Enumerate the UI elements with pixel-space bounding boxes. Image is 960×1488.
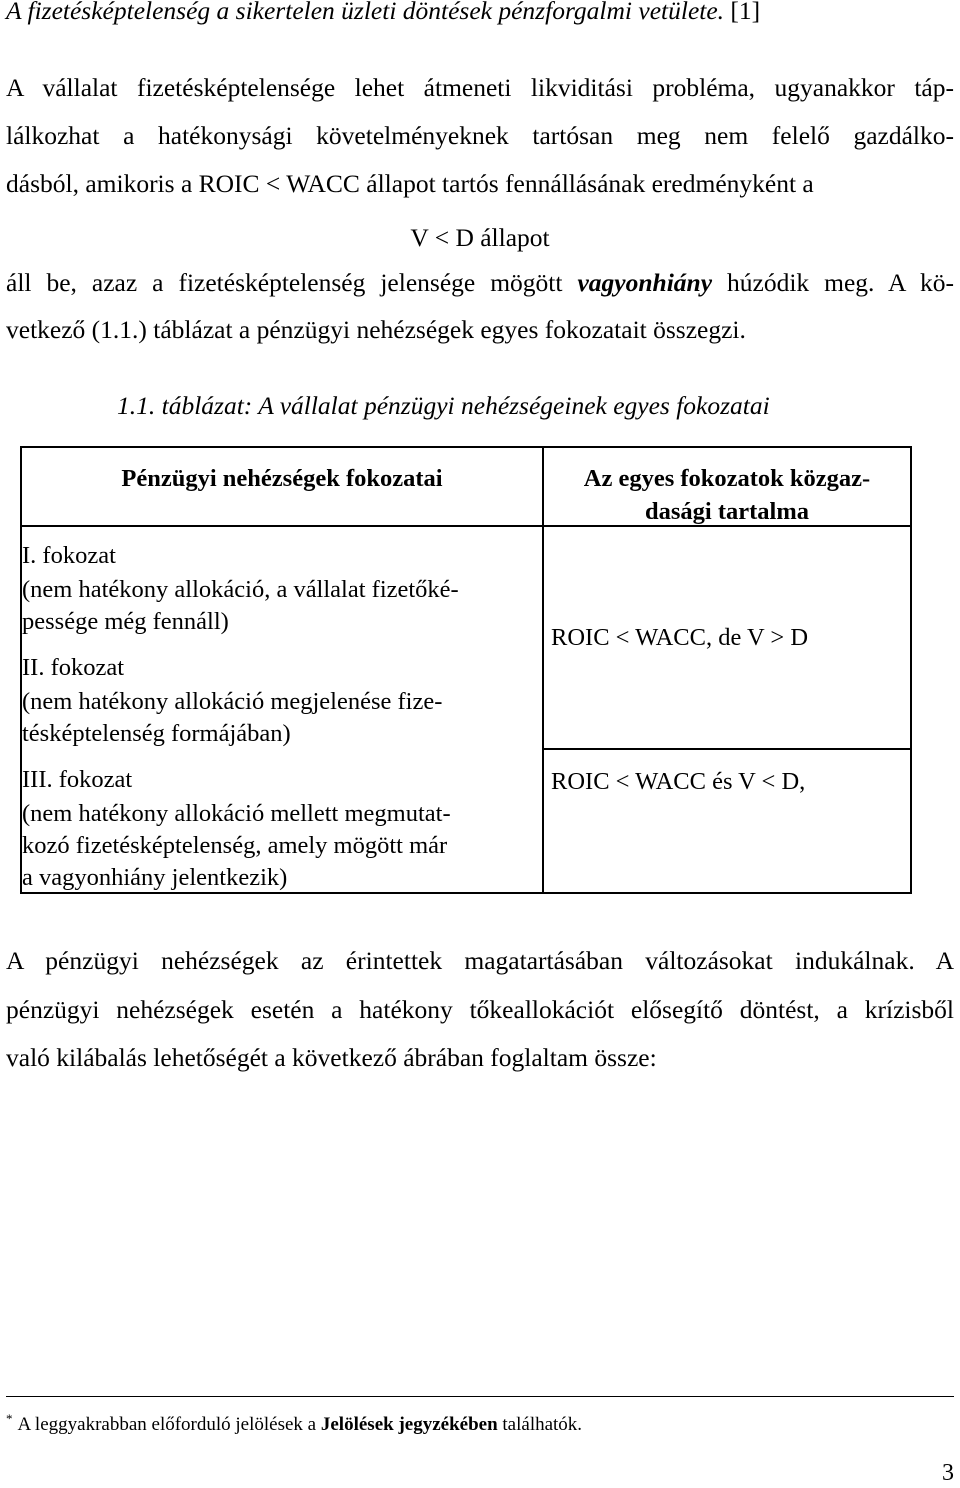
formula-line: V < D állapot bbox=[410, 223, 550, 252]
table-content-divider bbox=[542, 748, 912, 750]
stage1-title: I. fokozat bbox=[22, 542, 116, 569]
footnote-text-b: találhatók. bbox=[497, 1414, 583, 1435]
footnote-bold-reference: Jelölések jegyzékében bbox=[320, 1414, 498, 1435]
stage1-desc-line2: pessége még fennáll) bbox=[22, 608, 229, 635]
footnote bbox=[6, 1407, 582, 1437]
emphasis-vagyonhiany: vagyonhiány bbox=[577, 268, 713, 297]
stage3-desc-line2: kozó fizetésképtelenség, amely mögött már bbox=[22, 832, 448, 859]
footnote-marker: * bbox=[6, 1411, 13, 1426]
paragraph3-line2: pénzügyi nehézségek esetén a hatékony tőkeallokációt elősegítő döntést, a krízisből bbox=[6, 995, 954, 1024]
footnote-separator bbox=[6, 1396, 954, 1397]
stage2-desc-line2: tésképtelenség formájában) bbox=[22, 720, 291, 747]
table-caption: 1.1. táblázat: A vállalat pénzügyi nehézségeinek egyes fokozatai bbox=[117, 391, 770, 420]
stage3-title: III. fokozat bbox=[22, 766, 133, 793]
stage3-desc-line1: (nem hatékony allokáció mellett megmutat- bbox=[22, 800, 451, 827]
content-stage3: ROIC < WACC és V < D, bbox=[551, 768, 806, 795]
paragraph2-line2: vetkező (1.1.) táblázat a pénzügyi nehézségek egyes fokozatait összegzi. bbox=[6, 315, 746, 344]
paragraph2-text-c: húzódik meg. A kö- bbox=[712, 268, 954, 297]
table-header-col2-line2: dasági tartalma bbox=[645, 498, 809, 525]
content-stage1-2: ROIC < WACC, de V > D bbox=[551, 624, 809, 651]
heading-italic: A fizetésképtelenség a sikertelen üzleti döntések pénzforgalmi vetülete. bbox=[6, 0, 725, 25]
stage2-desc-line1: (nem hatékony allokáció megjelenése fize- bbox=[22, 688, 443, 715]
paragraph1-line1: A vállalat fizetésképtelensége lehet átmeneti likviditási probléma, ugyanakkor táp- bbox=[6, 73, 954, 102]
paragraph2-line1 bbox=[6, 268, 954, 298]
section-heading bbox=[6, 0, 760, 26]
table-header-col2-line1: Az egyes fokozatok közgaz- bbox=[583, 465, 871, 492]
table-header-col2 bbox=[544, 462, 910, 528]
paragraph1-line3: dásból, amikoris a ROIC < WACC állapot tartós fennállásának eredményként a bbox=[6, 169, 814, 198]
heading-reference: [1] bbox=[730, 0, 761, 25]
table-header-col1: Pénzügyi nehézségek fokozatai bbox=[121, 465, 443, 492]
paragraph3-line1: A pénzügyi nehézségek az érintettek magatartásában változásokat indukálnak. A bbox=[6, 946, 954, 975]
paragraph3-line3: való kilábalás lehetőségét a következő ábrában foglaltam össze: bbox=[6, 1043, 657, 1072]
footnote-text-a: A leggyakrabban előforduló jelölések a bbox=[17, 1414, 321, 1435]
paragraph2-text-a: áll be, azaz a fizetésképtelenség jelensége mögött bbox=[6, 268, 578, 297]
stage2-title: II. fokozat bbox=[22, 654, 125, 681]
page-number: 3 bbox=[942, 1460, 954, 1486]
paragraph1-line2: lálkozhat a hatékonysági követelményeknek tartósan meg nem felelő gazdálko- bbox=[6, 121, 954, 150]
stage3-desc-line3: a vagyonhiány jelentkezik) bbox=[22, 864, 288, 891]
stage1-desc-line1: (nem hatékony allokáció, a vállalat fizetőké- bbox=[22, 576, 459, 603]
